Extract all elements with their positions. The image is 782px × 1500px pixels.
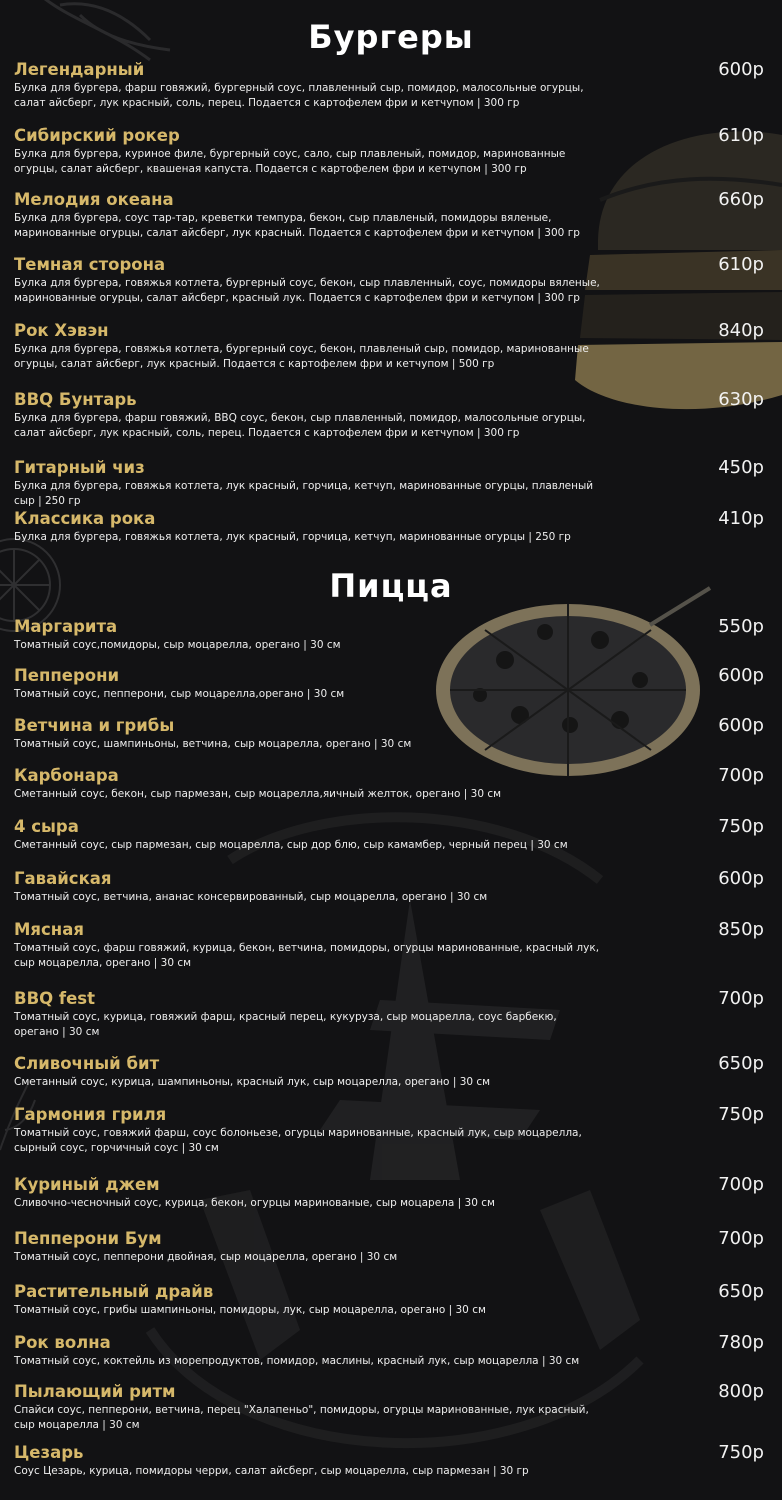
- item-price: 750р: [718, 1442, 764, 1463]
- item-description: Булка для бургера, фарш говяжий, бургерный соус, плавленный сыр, помидор, малосольные огурцы, салат айсберг, лук красный, соль, перец. Подается с картофелем фри и кетчупом | 300 гр: [14, 82, 584, 109]
- burgers-section-title: Бургеры: [308, 18, 474, 56]
- item-name: Темная сторона: [14, 255, 166, 274]
- item-name: Цезарь: [14, 1443, 84, 1462]
- item-name: Растительный драйв: [14, 1282, 214, 1301]
- item-price: 650р: [718, 1281, 764, 1302]
- item-name: Рок Хэвэн: [14, 321, 109, 340]
- menu-item: [14, 766, 766, 802]
- item-description: Томатный соус, ветчина, ананас консервированный, сыр моцарелла, орегано | 30 см: [14, 891, 488, 903]
- item-price: 750р: [718, 1104, 764, 1125]
- item-description: Сметанный соус, курица, шампиньоны, красный лук, сыр моцарелла, орегано | 30 см: [14, 1076, 491, 1088]
- item-price: 850р: [718, 919, 764, 940]
- menu-item: [14, 1054, 766, 1090]
- menu-item: [14, 1382, 766, 1433]
- item-description: Булка для бургера, говяжья котлета, бургерный соус, бекон, плавленый сыр, помидор, маринованные огурцы, салат айсберг, лук красный. Подается с картофелем фри и кетчупом | 500 гр: [14, 343, 589, 370]
- item-description: Томатный соус, шампиньоны, ветчина, сыр моцарелла, орегано | 30 см: [14, 738, 412, 750]
- item-name: Мелодия океана: [14, 190, 174, 209]
- item-name: Мясная: [14, 920, 84, 939]
- item-name: Классика рока: [14, 509, 156, 528]
- item-description: Томатный соус, фарш говяжий, курица, бекон, ветчина, помидоры, огурцы маринованные, красный лук, сыр моцарелла, орегано | 30 см: [14, 942, 600, 969]
- item-name: Легендарный: [14, 60, 145, 79]
- menu-item: [14, 1333, 766, 1369]
- item-description: Соус Цезарь, курица, помидоры черри, салат айсберг, сыр моцарелла, сыр пармезан | 30 гр: [14, 1465, 529, 1477]
- menu-item: [14, 255, 766, 306]
- item-price: 600р: [718, 868, 764, 889]
- menu-item: [14, 1175, 766, 1211]
- item-price: 600р: [718, 715, 764, 736]
- item-description: Булка для бургера, куриное филе, бургерный соус, сало, сыр плавленый, помидор, маринованные огурцы, салат айсберг, квашеная капуста. Подается с картофелем фри и кетчупом | 300 гр: [14, 148, 566, 175]
- menu-item: [14, 126, 766, 177]
- menu-item: [14, 509, 766, 545]
- menu-item: [14, 617, 766, 653]
- menu-item: [14, 390, 766, 441]
- item-name: Сибирский рокер: [14, 126, 180, 145]
- item-description: Сливочно-чесночный соус, курица, бекон, огурцы маринованые, сыр моцарела | 30 см: [14, 1197, 495, 1209]
- menu-item: [14, 458, 766, 509]
- item-price: 700р: [718, 1228, 764, 1249]
- menu-item: [14, 716, 766, 752]
- item-name: Карбонара: [14, 766, 119, 785]
- item-name: Гармония гриля: [14, 1105, 167, 1124]
- item-price: 700р: [718, 765, 764, 786]
- item-price: 550р: [718, 616, 764, 637]
- item-name: BBQ fest: [14, 989, 96, 1008]
- item-description: Сметанный соус, сыр пармезан, сыр моцарелла, сыр дор блю, сыр камамбер, черный перец | 30 см: [14, 839, 568, 851]
- item-name: Маргарита: [14, 617, 118, 636]
- menu-item: [14, 190, 766, 241]
- item-description: Томатный соус, пепперони двойная, сыр моцарелла, орегано | 30 см: [14, 1251, 398, 1263]
- item-description: Томатный соус, курица, говяжий фарш, красный перец, кукуруза, сыр моцарелла, соус барбекю, орегано | 30 см: [14, 1011, 557, 1038]
- item-price: 750р: [718, 816, 764, 837]
- menu-item: [14, 817, 766, 853]
- item-price: 800р: [718, 1381, 764, 1402]
- item-name: Сливочный бит: [14, 1054, 160, 1073]
- item-name: Пылающий ритм: [14, 1382, 176, 1401]
- menu-item: [14, 1105, 766, 1156]
- item-name: BBQ Бунтарь: [14, 390, 137, 409]
- item-price: 660р: [718, 189, 764, 210]
- item-price: 650р: [718, 1053, 764, 1074]
- item-price: 610р: [718, 254, 764, 275]
- item-name: Пепперони: [14, 666, 120, 685]
- item-price: 610р: [718, 125, 764, 146]
- item-name: Куриный джем: [14, 1175, 160, 1194]
- item-description: Томатный соус, коктейль из морепродуктов, помидор, маслины, красный лук, сыр моцарелла | 30 см: [14, 1355, 580, 1367]
- item-description: Сметанный соус, бекон, сыр пармезан, сыр моцарелла,яичный желток, орегано | 30 см: [14, 788, 502, 800]
- pizza-section-title: Пицца: [329, 567, 453, 605]
- item-name: Гавайская: [14, 869, 112, 888]
- menu-item: [14, 869, 766, 905]
- item-name: Ветчина и грибы: [14, 716, 175, 735]
- item-description: Томатный соус, пепперони, сыр моцарелла,орегано | 30 см: [14, 688, 345, 700]
- item-description: Булка для бургера, соус тар-тар, креветки темпура, бекон, сыр плавленый, помидоры вяленые, маринованные огурцы, салат айсберг, лук красный. Подается с картофелем фри и кетчупом | 300 гр: [14, 212, 580, 239]
- item-description: Булка для бургера, фарш говяжий, BBQ соус, бекон, сыр плавленный, помидор, малосольные огурцы, салат айсберг, лук красный, соль, перец. Подается с картофелем фри и кетчупом | 300 гр: [14, 412, 586, 439]
- item-price: 630р: [718, 389, 764, 410]
- item-price: 410р: [718, 508, 764, 529]
- item-description: Томатный соус,помидоры, сыр моцарелла, орегано | 30 см: [14, 639, 341, 651]
- item-description: Булка для бургера, говяжья котлета, лук красный, горчица, кетчуп, маринованные огурцы, плавленый сыр | 250 гр: [14, 480, 594, 507]
- menu-item: [14, 1229, 766, 1265]
- item-name: 4 сыра: [14, 817, 79, 836]
- item-price: 840р: [718, 320, 764, 341]
- item-price: 600р: [718, 665, 764, 686]
- item-name: Рок волна: [14, 1333, 111, 1352]
- menu-item: [14, 920, 766, 971]
- menu-item: [14, 666, 766, 702]
- item-description: Спайси соус, пепперони, ветчина, перец "Халапеньо", помидоры, огурцы маринованные, лук красный, сыр моцарелла | 30 см: [14, 1404, 589, 1431]
- item-description: Томатный соус, грибы шампиньоны, помидоры, лук, сыр моцарелла, орегано | 30 см: [14, 1304, 486, 1316]
- menu-item: [14, 60, 766, 111]
- menu-item: [14, 321, 766, 372]
- menu-item: [14, 1443, 766, 1479]
- item-name: Гитарный чиз: [14, 458, 145, 477]
- item-price: 700р: [718, 988, 764, 1009]
- item-name: Пепперони Бум: [14, 1229, 162, 1248]
- item-description: Булка для бургера, говяжья котлета, бургерный соус, бекон, сыр плавленный, соус, помидоры вяленые, маринованные огурцы, салат айсберг, красный лук. Подается с картофелем фри и кетчупом | 300 гр: [14, 277, 600, 304]
- item-description: Булка для бургера, говяжья котлета, лук красный, горчица, кетчуп, маринованные огурцы | 250 гр: [14, 531, 571, 543]
- item-price: 600р: [718, 59, 764, 80]
- item-price: 780р: [718, 1332, 764, 1353]
- menu-item: [14, 989, 766, 1040]
- item-description: Томатный соус, говяжий фарш, соус болоньезе, огурцы маринованные, красный лук, сыр моцарелла, сырный соус, горчичный соус | 30 см: [14, 1127, 582, 1154]
- item-price: 700р: [718, 1174, 764, 1195]
- item-price: 450р: [718, 457, 764, 478]
- menu-item: [14, 1282, 766, 1318]
